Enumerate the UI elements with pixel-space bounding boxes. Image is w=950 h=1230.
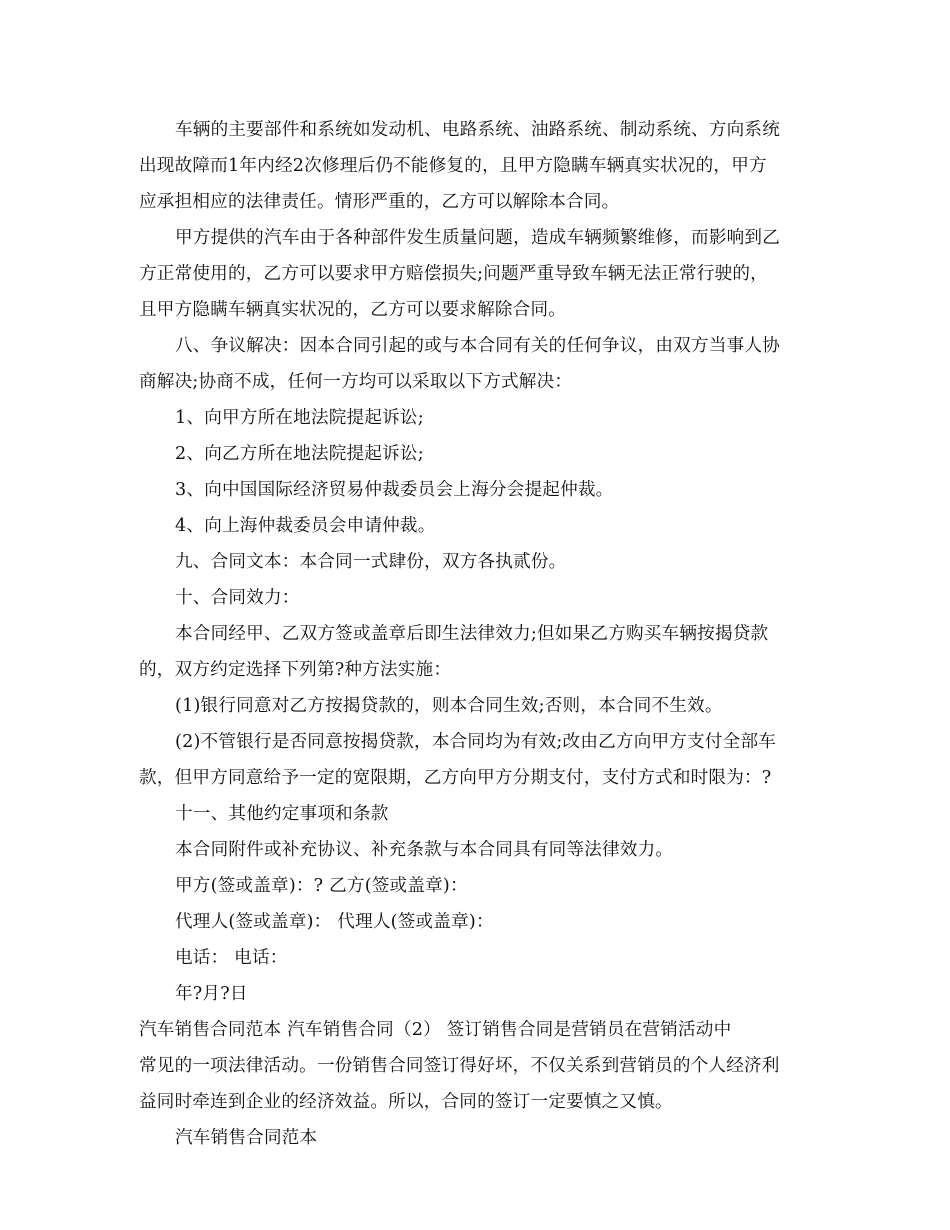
paragraph-line: 商解决;协商不成，任何一方均可以采取以下方式解决： [139,372,573,392]
paragraph-line: 汽车销售合同范本 汽车销售合同（2） 签订销售合同是营销员在营销活动中 [139,1020,732,1040]
paragraph-line: 应承担相应的法律责任。情形严重的，乙方可以解除本合同。 [139,192,620,212]
list-item: 1、向甲方所在地法院提起诉讼; [175,408,424,428]
paragraph-line: 本合同经甲、乙双方签或盖章后即生法律效力;但如果乙方购买车辆按揭贷款 [175,624,769,644]
paragraph-line: 常见的一项法律活动。一份销售合同签订得好坏，不仅关系到营销员的个人经济利 [139,1056,780,1076]
section-title: 汽车销售合同范本 [175,1128,318,1148]
agent-line: 代理人(签或盖章)： 代理人(签或盖章)： [175,912,494,932]
paragraph-line: 益同时牵连到企业的经济效益。所以，合同的签订一定要慎之又慎。 [139,1092,673,1112]
date-line: 年?月?日 [175,984,248,1004]
section-heading-text: 九、合同文本：本合同一式肆份，双方各执贰份。 [175,552,567,572]
paragraph-line: 方正常使用的，乙方可以要求甲方赔偿损失;问题严重导致车辆无法正常行驶的， [139,264,768,284]
list-item: 4、向上海仲裁委员会申请仲裁。 [175,516,436,536]
paragraph-line: 车辆的主要部件和系统如发动机、电路系统、油路系统、制动系统、方向系统 [175,120,780,140]
paragraph-line: 的，双方约定选择下列第?种方法实施： [139,660,452,680]
list-item: 3、向中国国际经济贸易仲裁委员会上海分会提起仲裁。 [175,480,614,500]
phone-line: 电话： 电话： [175,948,288,968]
paragraph-line: 且甲方隐瞒车辆真实状况的，乙方可以要求解除合同。 [139,300,567,320]
paragraph-line: 出现故障而1年内经2次修理后仍不能修复的，且甲方隐瞒车辆真实状况的，甲方 [139,156,767,176]
list-item: (1)银行同意对乙方按揭贷款的，则本合同生效;否则，本合同不生效。 [175,696,723,716]
paragraph-line: 本合同附件或补充协议、补充条款与本合同具有同等法律效力。 [175,840,674,860]
list-item: 2、向乙方所在地法院提起诉讼; [175,444,424,464]
signature-line: 甲方(签或盖章)：? 乙方(签或盖章)： [175,876,468,896]
section-heading-effect: 十、合同效力： [175,588,300,608]
list-item: (2)不管银行是否同意按揭贷款，本合同均为有效;改由乙方向甲方支付全部车 [175,732,777,752]
paragraph-line: 甲方提供的汽车由于各种部件发生质量问题，造成车辆频繁维修，而影响到乙 [175,228,780,248]
section-heading-other: 十一、其他约定事项和条款 [175,804,389,824]
paragraph-line: 款，但甲方同意给予一定的宽限期，乙方向甲方分期支付，支付方式和时限为：? [139,768,772,788]
section-heading-dispute: 八、争议解决：因本合同引起的或与本合同有关的任何争议，由双方当事人协 [175,336,780,356]
